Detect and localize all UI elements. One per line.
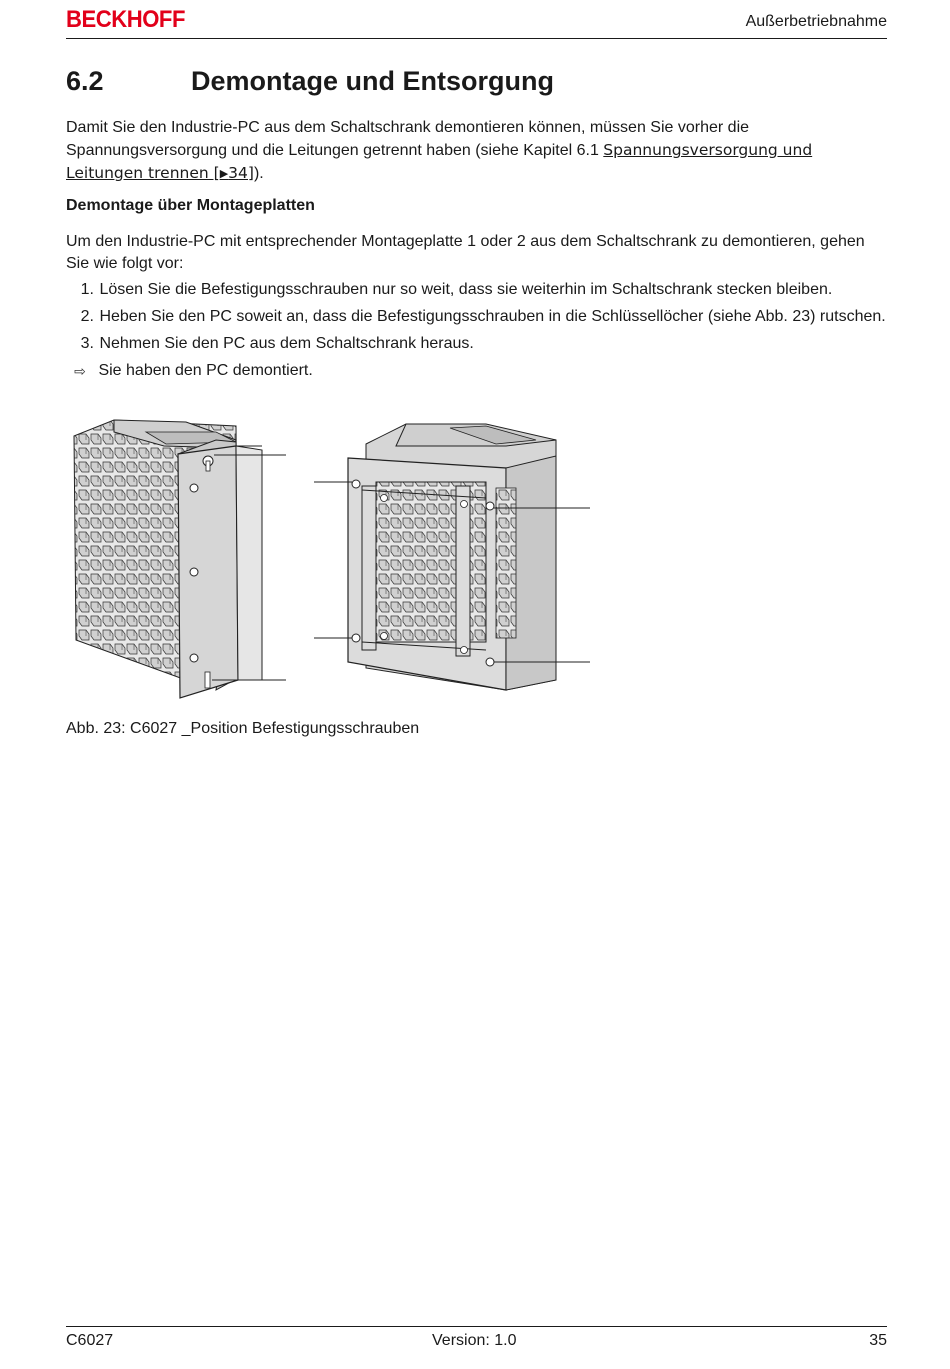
list-item: [66, 333, 886, 355]
steps-list: [66, 279, 886, 382]
page-number: 35: [869, 1332, 887, 1349]
step-number: 3.: [80, 335, 94, 352]
subheading: Demontage über Montageplatten: [66, 197, 315, 214]
pc-side-view: [74, 420, 286, 698]
step-number: 2.: [80, 308, 94, 325]
intro-paragraph: Damit Sie den Industrie-PC aus dem Schaltschrank demontieren können, müssen Sie vorher die Spannungsversorgung und die Leitungen getrennt haben (siehe Kapitel 6.1 Spannungsversorgung und Leitungen trennen [▶34]).: [66, 119, 813, 182]
result-text: Sie haben den PC demontiert.: [98, 362, 313, 379]
list-item: [66, 279, 886, 301]
pc-rear-view: [314, 424, 590, 690]
figure-caption: Abb. 23: C6027 _Position Befestigungsschrauben: [66, 720, 420, 737]
section-number: 6.2: [66, 66, 104, 96]
footer-version: Version: 1.0: [432, 1332, 517, 1349]
footer-product: C6027: [66, 1332, 114, 1349]
intro-text: Damit Sie den Industrie-PC aus dem Schaltschrank demontieren können, müssen Sie vorher die Spannungsversorgung und die Leitungen getrennt haben (siehe Kapitel 6.1: [66, 119, 750, 159]
step-text: Lösen Sie die Befestigungsschrauben nur so weit, dass sie weiterhin im Schaltschrank stecken bleiben.: [99, 281, 833, 298]
chapter-link[interactable]: Spannungsversorgung und Leitungen trennen [▶34]: [66, 141, 813, 182]
section-title: Demontage und Entsorgung: [191, 66, 554, 96]
header-divider: [66, 38, 887, 39]
chapter-title: Außerbetriebnahme: [745, 13, 887, 30]
section-heading: [66, 66, 554, 97]
list-item: [66, 306, 886, 328]
beckhoff-logo: BECKHOFF: [66, 6, 185, 33]
mounting-figure: [66, 418, 606, 703]
step-text: Heben Sie den PC soweit an, dass die Befestigungsschrauben in die Schlüssellöcher (siehe Abb. 23) rutschen.: [99, 308, 886, 325]
step-text: Nehmen Sie den PC aus dem Schaltschrank heraus.: [99, 335, 474, 352]
result-arrow-icon: ⇨: [74, 363, 86, 379]
page-arrow-icon: ▶: [219, 167, 229, 180]
step-number: 1.: [80, 281, 94, 298]
footer-divider: [66, 1326, 887, 1327]
result-item: [66, 360, 886, 382]
instruction-intro: Um den Industrie-PC mit entsprechender Montageplatte 1 oder 2 aus dem Schaltschrank zu demontieren, gehen Sie wie folgt vor:: [66, 233, 865, 272]
